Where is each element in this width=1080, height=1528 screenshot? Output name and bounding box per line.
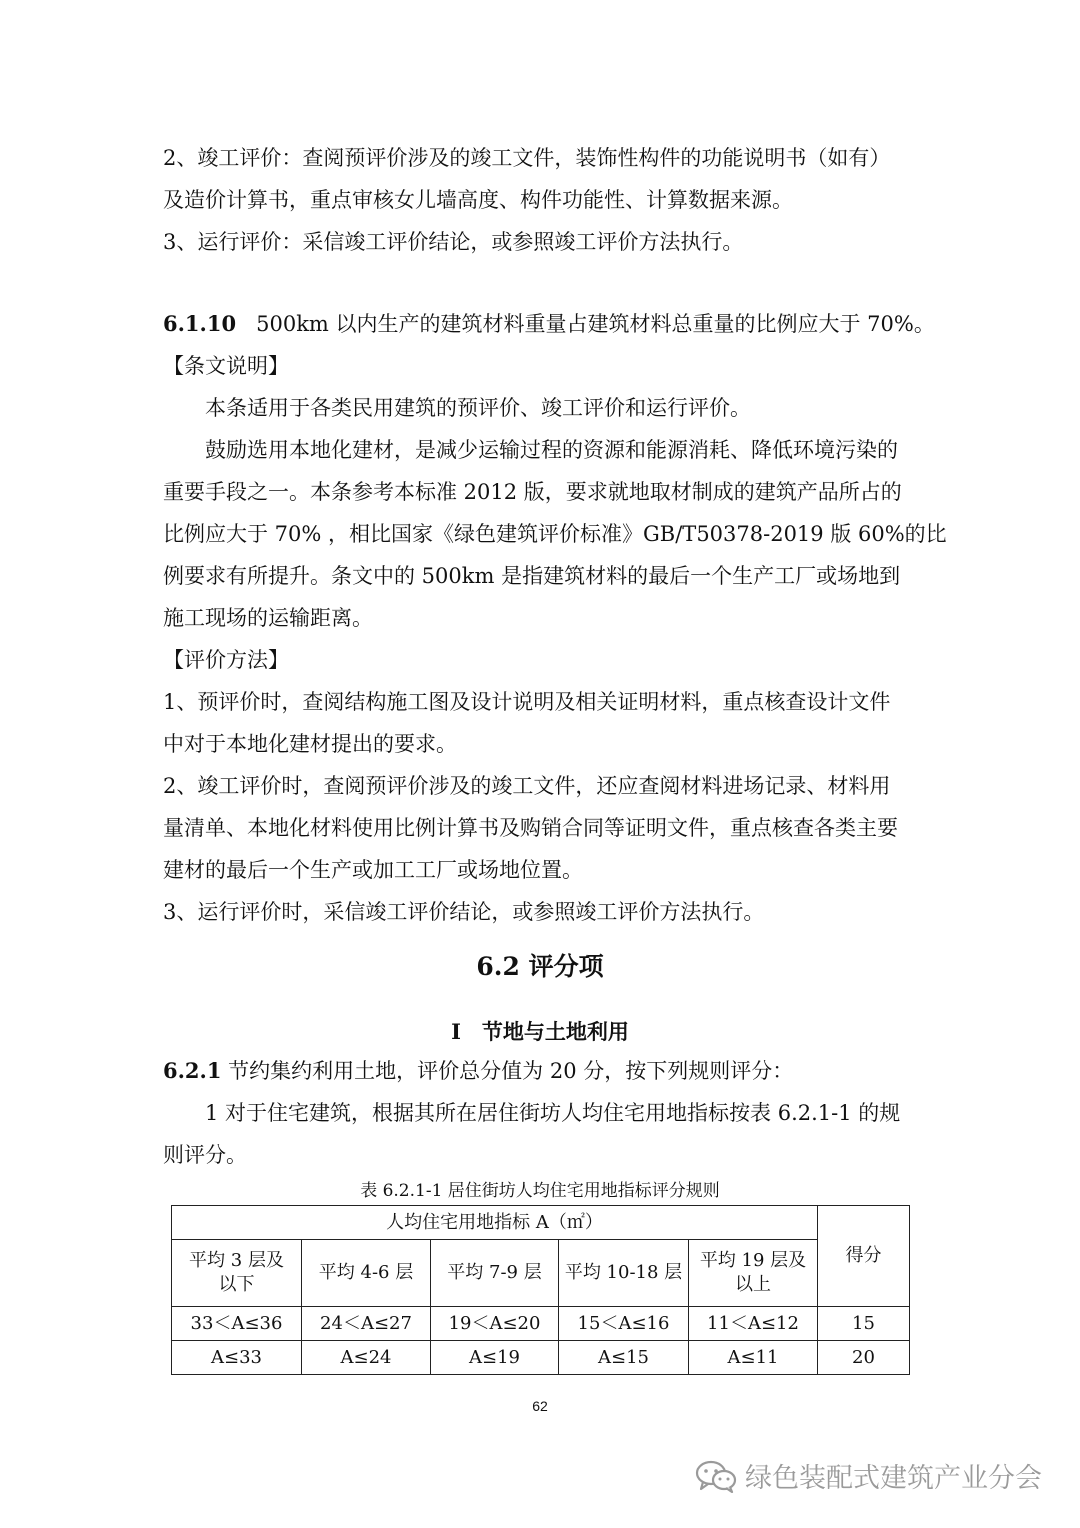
- table-header-cell: 人均住宅用地指标 A（㎡）: [172, 1206, 818, 1240]
- clause-6-2-1: [163, 1050, 919, 1176]
- text-line: 3、运行评价时，采信竣工评价结论，或参照竣工评价方法执行。: [163, 900, 765, 924]
- page-number: 62: [532, 1398, 548, 1414]
- text-line: 例要求有所提升。条文中的 500km 是指建筑材料的最后一个生产工厂或场地到: [163, 564, 901, 588]
- text-line: 建材的最后一个生产或加工工厂或场地位置。: [163, 858, 583, 882]
- column-header-line: 以下: [218, 1274, 255, 1295]
- clause-heading: [163, 1050, 919, 1092]
- table-row: [172, 1307, 910, 1341]
- text-line: 鼓励选用本地化建材，是减少运输过程的资源和能源消耗、降低环境污染的: [205, 438, 898, 462]
- column-header-line: 平均 10-18 层: [564, 1262, 683, 1283]
- column-header-cell: [559, 1240, 689, 1307]
- clause-number: 6.2.1: [163, 1058, 222, 1083]
- clause-6-1-10: [163, 303, 947, 933]
- table-subheader-row: [172, 1240, 910, 1307]
- column-header-line: 平均 3 层及: [189, 1250, 284, 1271]
- explanation-heading: 【条文说明】: [163, 354, 289, 378]
- table-header-row: [172, 1206, 910, 1240]
- text-line: 中对于本地化建材提出的要求。: [163, 732, 457, 756]
- text-line: 2、竣工评价：查阅预评价涉及的竣工文件，装饰性构件的功能说明书（如有）: [163, 146, 891, 170]
- watermark-text: 绿色装配式建筑产业分会: [745, 1463, 1042, 1494]
- score-cell: 20: [818, 1341, 910, 1375]
- table-cell: A≤11: [689, 1341, 818, 1375]
- text-line: 2、竣工评价时，查阅预评价涉及的竣工文件，还应查阅材料进场记录、材料用: [163, 774, 891, 798]
- text-line: 量清单、本地化材料使用比例计算书及购销合同等证明文件，重点核查各类主要: [163, 816, 898, 840]
- table-row: [172, 1341, 910, 1375]
- column-header-cell: [431, 1240, 559, 1307]
- column-header-line: 以上: [735, 1274, 771, 1295]
- clause-text: 节约集约利用土地，评价总分值为 20 分，按下列规则评分：: [228, 1059, 794, 1083]
- text-line: 3、运行评价：采信竣工评价结论，或参照竣工评价方法执行。: [163, 230, 744, 254]
- clause-number: 6.1.10: [163, 311, 237, 336]
- wechat-icon: [695, 1459, 737, 1493]
- text-line: 施工现场的运输距离。: [163, 606, 373, 630]
- table-cell: A≤19: [431, 1341, 559, 1375]
- column-header-line: 平均 7-9 层: [447, 1262, 542, 1283]
- column-header-cell: [302, 1240, 431, 1307]
- column-header-line: 平均 19 层及: [699, 1250, 807, 1271]
- table-cell: A≤15: [559, 1341, 689, 1375]
- evaluation-paragraph-top: [163, 137, 919, 263]
- table-cell: 11＜A≤12: [689, 1307, 818, 1341]
- table-cell: A≤33: [172, 1341, 302, 1375]
- text-line: 本条适用于各类民用建筑的预评价、竣工评价和运行评价。: [205, 396, 751, 420]
- column-header-cell: [172, 1240, 302, 1307]
- score-header-cell: 得分: [818, 1206, 910, 1307]
- table-cell: A≤24: [302, 1341, 431, 1375]
- score-cell: 15: [818, 1307, 910, 1341]
- clause-heading: [163, 303, 935, 345]
- text-line: 则评分。: [163, 1143, 247, 1167]
- column-header-cell: [689, 1240, 818, 1307]
- subsection-title: I 节地与土地利用: [451, 1019, 629, 1044]
- text-line: 1、预评价时，查阅结构施工图及设计说明及相关证明材料，重点核查设计文件: [163, 690, 891, 714]
- clause-text: 500km 以内生产的建筑材料重量占建筑材料总重量的比例应大于 70%。: [256, 312, 935, 336]
- text-line: 重要手段之一。本条参考本标准 2012 版，要求就地取材制成的建筑产品所占的: [163, 480, 902, 504]
- table-cell: 24＜A≤27: [302, 1307, 431, 1341]
- table-cell: 33＜A≤36: [172, 1307, 302, 1341]
- text-line: 及造价计算书，重点审核女儿墙高度、构件功能性、计算数据来源。: [163, 188, 793, 212]
- text-line: 比例应大于 70% ，相比国家《绿色建筑评价标准》GB/T50378-2019 版 60%的比: [163, 522, 947, 546]
- method-heading: 【评价方法】: [163, 648, 289, 672]
- column-header-line: 平均 4-6 层: [318, 1262, 414, 1283]
- table-cell: 15＜A≤16: [559, 1307, 689, 1341]
- table-cell: 19＜A≤20: [431, 1307, 559, 1341]
- section-title: 6.2 评分项: [476, 952, 604, 981]
- scoring-rule-table: [171, 1205, 910, 1375]
- watermark: [695, 1456, 1042, 1495]
- text-line: 1 对于住宅建筑，根据其所在居住街坊人均住宅用地指标按表 6.2.1-1 的规: [205, 1101, 901, 1125]
- table-caption: 表 6.2.1-1 居住街坊人均住宅用地指标评分规则: [360, 1181, 720, 1201]
